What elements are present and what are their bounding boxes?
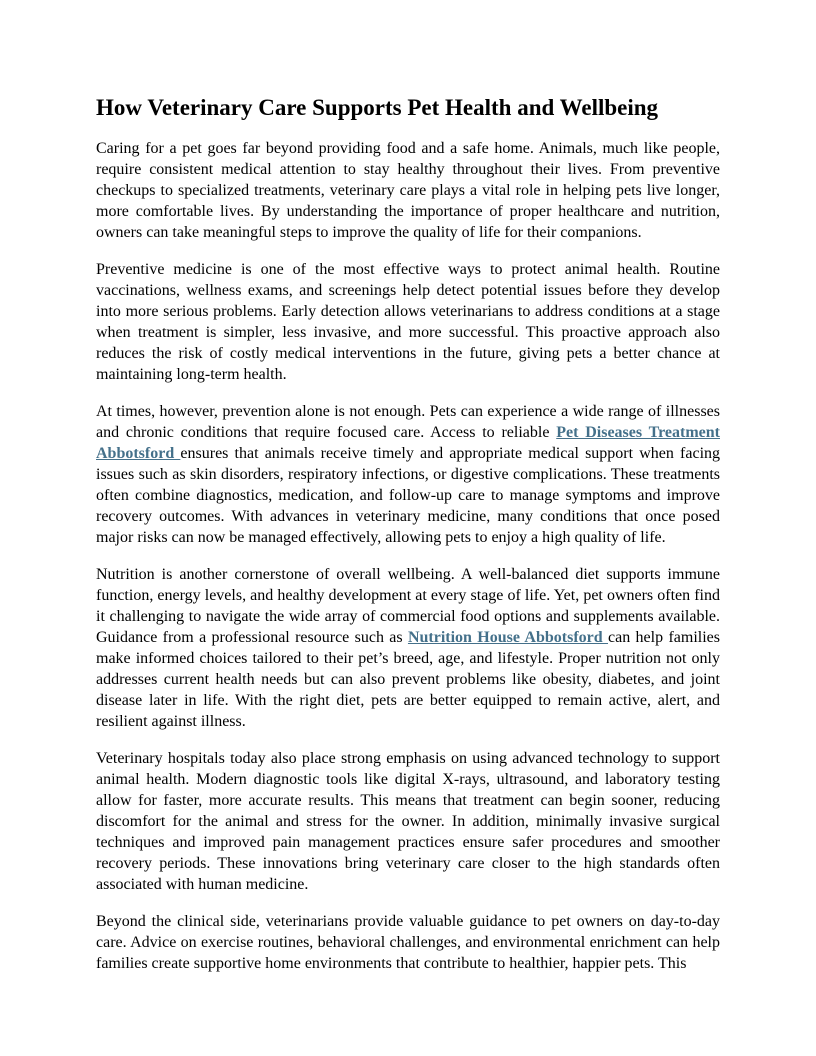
paragraph-intro (96, 138, 720, 243)
paragraph-text: Beyond the clinical side, veterinarians provide valuable guidance to pet owners on day-to-day care. Advice on exercise routines, behavioral challenges, and environmental enrichment can help families create supportive home environments that contribute to healthier, happier pets. This (96, 913, 720, 972)
paragraph-text: Veterinary hospitals today also place strong emphasis on using advanced technology to support animal health. Modern diagnostic tools like digital X-rays, ultrasound, and laboratory testing allow for faster, more accurate results. This means that treatment can begin sooner, reducing discomfort for the animal and stress for the owner. In addition, minimally invasive surgical techniques and improved pain management practices ensure safer procedures and smoother recovery periods. These innovations bring veterinary care closer to the high standards often associated with human medicine. (96, 750, 720, 893)
paragraph-text: Nutrition is another cornerstone of overall wellbeing. A well-balanced diet supports immune function, energy levels, and healthy development at every stage of life. Yet, pet owners often find it challenging to navigate the wide array of commercial food options and supplements available. Guidance from a professional resource such as (96, 566, 720, 646)
paragraph-preventive-medicine (96, 259, 720, 385)
link-nutrition-house-abbotsford[interactable]: Nutrition House Abbotsford (407, 629, 609, 646)
paragraph-text: can help families make informed choices tailored to their pet’s breed, age, and lifestyle. Proper nutrition not only addresses current health needs but can also prevent problems like obesity, diabetes, and joint disease later in life. With the right diet, pets are better equipped to remain active, alert, and resilient against illness. (96, 629, 720, 730)
paragraph-text: ensures that animals receive timely and appropriate medical support when facing issues such as skin disorders, respiratory infections, or digestive complications. These treatments often combine diagnostics, medication, and follow-up care to manage symptoms and improve recovery outcomes. With advances in veterinary medicine, many conditions that once posed major risks can now be managed effectively, allowing pets to enjoy a high quality of life. (96, 445, 721, 546)
paragraph-text: At times, however, prevention alone is not enough. Pets can experience a wide range of illnesses and chronic conditions that require focused care. Access to reliable (96, 403, 720, 441)
paragraph-guidance (96, 911, 720, 974)
paragraph-text: Preventive medicine is one of the most effective ways to protect animal health. Routine vaccinations, wellness exams, and screenings help detect potential issues before they develop into more serious problems. Early detection allows veterinarians to address conditions at a stage when treatment is simpler, less invasive, and more successful. This proactive approach also reduces the risk of costly medical interventions in the future, giving pets a better chance at maintaining long-term health. (96, 261, 720, 383)
page-title: How Veterinary Care Supports Pet Health and Wellbeing (96, 95, 659, 120)
paragraph-nutrition (96, 564, 720, 732)
paragraph-technology (96, 748, 720, 895)
paragraph-treatment (96, 401, 720, 548)
paragraph-text: Caring for a pet goes far beyond providing food and a safe home. Animals, much like people, require consistent medical attention to stay healthy throughout their lives. From preventive checkups to specialized treatments, veterinary care plays a vital role in helping pets live longer, more comfortable lives. By understanding the importance of proper healthcare and nutrition, owners can take meaningful steps to improve the quality of life for their companions. (96, 140, 720, 241)
link-pet-diseases-treatment-abbotsford[interactable]: Pet Diseases Treatment Abbotsford (96, 424, 720, 462)
